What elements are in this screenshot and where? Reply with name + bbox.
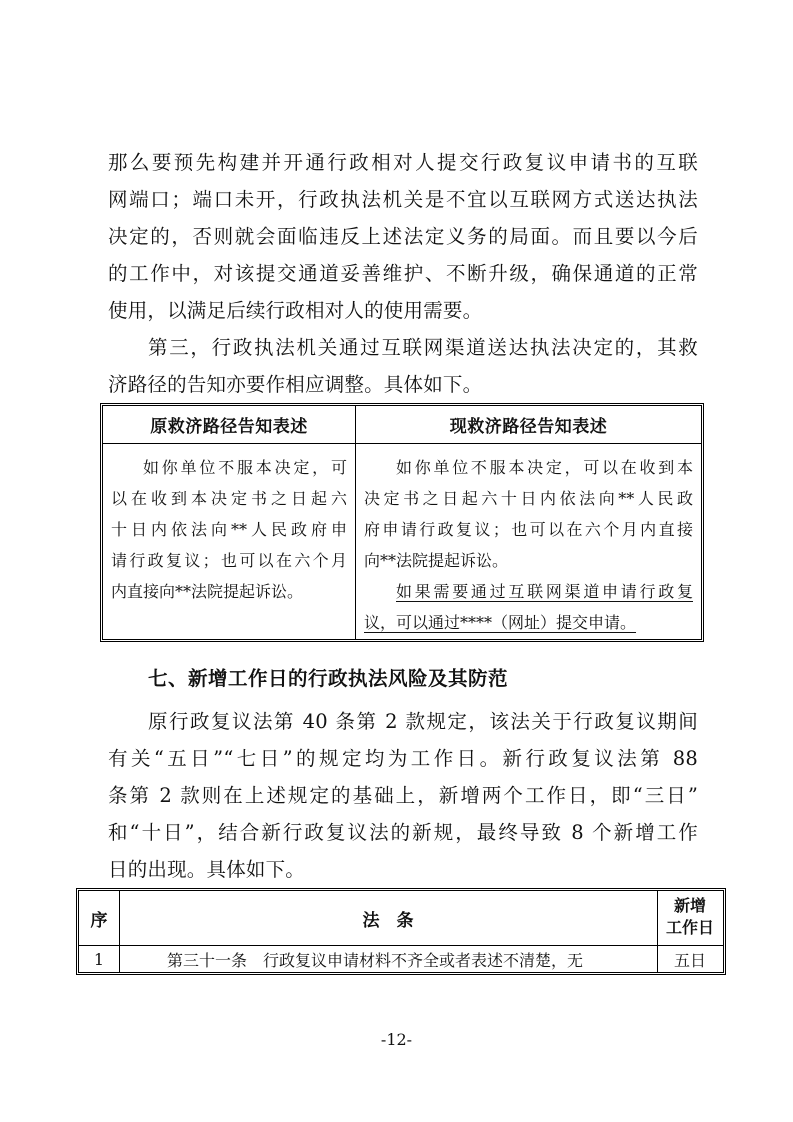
comparison-table: [100, 403, 704, 642]
text-line: 网端口；端口未开，行政执法机关是不宜以互联网方式送达执法: [108, 188, 698, 211]
row-days: 五日: [673, 950, 706, 970]
header-new-days: [657, 895, 723, 945]
current-text: [356, 444, 701, 638]
text-line: 决定的，否则就会面临违反上述法定义务的局面。而且要以今后: [108, 225, 698, 248]
header-new-days-line1: 新增: [673, 896, 706, 915]
header-article: 法 条: [362, 910, 414, 931]
original-header: 原救济路径告知表述: [103, 406, 355, 444]
text-line: 府申请行政复议；也可以在六个月内直接: [364, 520, 693, 539]
text-line: 向**法院提起诉讼。: [364, 551, 509, 570]
text-line: 和“十日”，结合新行政复议法的新规，最终导致 8 个新增工作: [108, 821, 698, 844]
text-line: 原行政复议法第 40 条第 2 款规定，该法关于行政复议期间: [148, 710, 698, 733]
page-number: -12-: [380, 1030, 413, 1049]
law-table: [76, 888, 726, 975]
text-line: 使用，以满足后续行政相对人的使用需要。: [108, 299, 483, 322]
text-line: 济路径的告知亦要作相应调整。具体如下。: [108, 373, 483, 396]
text-line: 日的出现。具体如下。: [108, 858, 306, 881]
text-line: 如你单位不服本决定，可: [143, 458, 347, 477]
header-no: 序: [90, 910, 108, 931]
paragraph-2: [108, 329, 698, 403]
original-text: [103, 444, 355, 607]
added-text-line: 如果需要通过互联网渠道申请行政复: [396, 582, 693, 601]
header-new-days-line2: 工作日: [665, 918, 714, 937]
added-text-line: 议，可以通过****（网址）提交申请。: [364, 613, 637, 632]
paragraph-1: [108, 144, 698, 329]
text-line: 那么要预先构建并开通行政相对人提交行政复议申请书的互联: [108, 151, 698, 174]
text-line: 的工作中，对该提交通道妥善维护、不断升级，确保通道的正常: [108, 262, 698, 285]
text-line: 十日内依法向**人民政府申: [111, 520, 347, 539]
row-no: 1: [93, 949, 105, 969]
text-line: 条第 2 款则在上述规定的基础上，新增两个工作日，即“三日”: [108, 784, 698, 807]
current-column: [356, 406, 701, 639]
current-header: 现救济路径告知表述: [356, 406, 701, 444]
text-line: 有关“五日”“七日”的规定均为工作日。新行政复议法第 88: [108, 747, 698, 770]
text-line: 决定书之日起六十日内依法向**人民政: [364, 489, 693, 508]
original-column: [103, 406, 356, 639]
text-line: 以在收到本决定书之日起六: [111, 489, 347, 508]
text-line: 内直接向**法院提起诉讼。: [111, 582, 304, 601]
text-line: 如你单位不服本决定，可以在收到本: [396, 458, 693, 477]
section-heading: 七、新增工作日的行政执法风险及其防范: [148, 667, 509, 690]
text-line: 第三，行政执法机关通过互联网渠道送达执法决定的，其救: [148, 336, 698, 359]
text-line: 请行政复议；也可以在六个月: [111, 551, 347, 570]
row-article: 第三十一条 行政复议申请材料不齐全或者表述不清楚，无: [167, 950, 584, 970]
paragraph-3: [108, 703, 698, 888]
